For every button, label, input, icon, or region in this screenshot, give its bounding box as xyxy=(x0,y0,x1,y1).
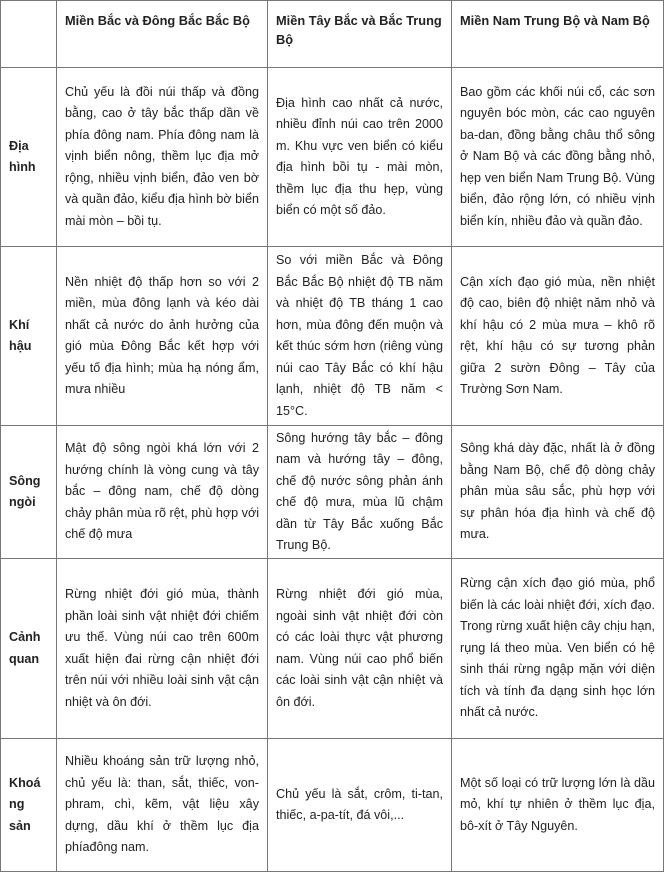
table-cell: Rừng nhiệt đới gió mùa, ngoài sinh vật nhiệt đới còn có các loài thực vật phương nam. Vùng núi cao phổ biến các loài sinh vật cận nhiệt và ôn đới. xyxy=(268,559,452,739)
table-cell: Mật độ sông ngòi khá lớn với 2 hướng chính là vòng cung và tây bắc – đông nam, chế độ dòng chảy phân mùa rõ rệt, phù hợp với chế độ mưa xyxy=(57,426,268,559)
table-cell: Một số loại có trữ lượng lớn là dầu mỏ, khí tự nhiên ở thềm lục địa, bô-xít ở Tây Nguyên. xyxy=(452,739,664,872)
table-row xyxy=(1,739,664,872)
row-label-terrain: Địa hình xyxy=(1,68,57,247)
table-cell: Chủ yếu là đồi núi thấp và đồng bằng, cao ở tây bắc thấp dần về phía đông nam. Phía đông nam là vịnh biển nông, thềm lục địa mở rộng, nhiều vịnh biển, đảo ven bờ và quần đảo, kiểu địa hình bờ biển mài mòn – bồi tụ. xyxy=(57,68,268,247)
table-cell: Địa hình cao nhất cả nước, nhiều đỉnh núi cao trên 2000 m. Khu vực ven biển có kiểu địa hình bồi tụ - mài mòn, thềm lục địa thu hẹp, vùng biển có một số đảo. xyxy=(268,68,452,247)
row-label-rivers: Sông ngòi xyxy=(1,426,57,559)
table-row xyxy=(1,426,664,559)
table-cell: Nền nhiệt độ thấp hơn so với 2 miền, mùa đông lạnh và kéo dài nhất cả nước do ảnh hưởng của gió mùa Đông Bắc kết hợp với yếu tố địa hình; mùa hạ nóng ẩm, mưa nhiều xyxy=(57,247,268,426)
table-cell: Sông khá dày đặc, nhất là ở đồng bằng Nam Bộ, chế độ dòng chảy phân mùa sâu sắc, phù hợp với sự phân hóa địa hình và chế độ mưa. xyxy=(452,426,664,559)
header-cell-north-northeast: Miền Bắc và Đông Bắc Bắc Bộ xyxy=(57,1,268,68)
table-row xyxy=(1,68,664,247)
table-cell: Sông hướng tây bắc – đông nam và hướng tây – đông, chế độ nước sông phản ánh chế độ mưa, mùa lũ chậm dần từ Tây Bắc xuống Bắc Trung Bộ. xyxy=(268,426,452,559)
table-cell: Cận xích đạo gió mùa, nền nhiệt độ cao, biên độ nhiệt năm nhỏ và khí hậu có 2 mùa mưa – khô rõ rệt, khí hậu có sự tương phản giữa 2 sườn Đông – Tây của Trường Sơn Nam. xyxy=(452,247,664,426)
table-row xyxy=(1,247,664,426)
table-row xyxy=(1,559,664,739)
table-cell: Rừng nhiệt đới gió mùa, thành phần loài sinh vật nhiệt đới chiếm ưu thế. Vùng núi cao trên 600m xuất hiện đai rừng cận nhiệt đới trên núi với nhiều loài sinh vật cận nhiệt và ôn đới. xyxy=(57,559,268,739)
header-cell-south-central-south: Miền Nam Trung Bộ và Nam Bộ xyxy=(452,1,664,68)
table-cell: Nhiều khoáng sản trữ lượng nhỏ, chủ yếu là: than, sắt, thiếc, von-phram, chì, kẽm, vật liệu xây dựng, dầu khí ở thềm lục địa phíađông nam. xyxy=(57,739,268,872)
row-label-climate: Khí hậu xyxy=(1,247,57,426)
row-label-minerals: Khoáng sản xyxy=(1,739,57,872)
header-cell-empty xyxy=(1,1,57,68)
row-label-landscape: Cảnh quan xyxy=(1,559,57,739)
header-row xyxy=(1,1,664,68)
table-cell: Rừng cận xích đạo gió mùa, phổ biến là các loài nhiệt đới, xích đạo. Trong rừng xuất hiện cây chịu hạn, rụng lá theo mùa. Ven biển có hệ sinh thái rừng ngập mặn với diện tích và tính đa dạng sinh học lớn nhất cả nước. xyxy=(452,559,664,739)
header-cell-northwest-north-central: Miền Tây Bắc và Bắc Trung Bộ xyxy=(268,1,452,68)
table-cell: Bao gồm các khối núi cổ, các sơn nguyên bóc mòn, các cao nguyên ba-dan, đồng bằng châu thổ sông ở Nam Bộ và các đồng bằng nhỏ, hẹp ven biển Nam Trung Bộ. Vùng biển, đảo rộng lớn, có nhiều vịnh biển kín, nhiều đảo và quần đảo. xyxy=(452,68,664,247)
table-cell: So với miền Bắc và Đông Bắc Bắc Bộ nhiệt độ TB năm và nhiệt độ TB tháng 1 cao hơn, mùa đông đến muộn và kết thúc sớm hơn (riêng vùng núi cao Tây Bắc có khí hậu lạnh, nhiệt độ TB năm < 15°C. xyxy=(268,247,452,426)
table-cell: Chủ yếu là sắt, crôm, ti-tan, thiếc, a-pa-tít, đá vôi,... xyxy=(268,739,452,872)
